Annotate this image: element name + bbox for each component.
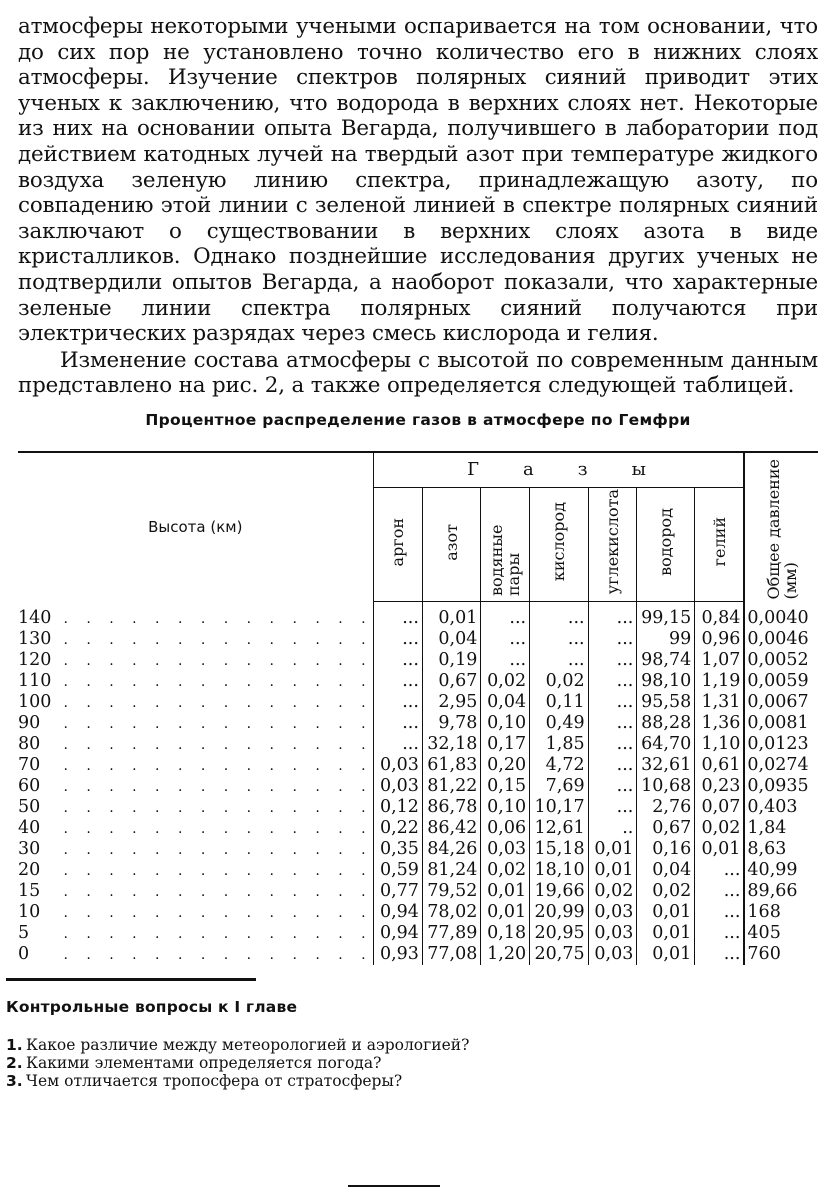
cell-co2: ... [588,755,637,776]
cell-he: 0,84 [695,602,745,629]
cell-o2: 0,11 [530,692,588,713]
table-row [18,944,818,965]
cell-ar: 0,93 [373,944,422,965]
cell-h2: 64,70 [637,734,695,755]
cell-height: 0 . . . . . . . . . . . . . . [18,943,373,964]
cell-p: 8,63 [744,839,818,860]
cell-h2: 2,76 [637,797,695,818]
table-row [18,860,818,881]
cell-n2: 78,02 [422,902,480,923]
cell-n2: 81,22 [422,776,480,797]
cell-o2: ... [530,650,588,671]
cell-h2o: 0,15 [481,776,530,797]
table-row [18,692,818,713]
cell-ar: ... [373,650,422,671]
cell-n2: 77,08 [422,944,480,965]
cell-ar: ... [373,713,422,734]
cell-co2: ... [588,650,637,671]
cell-he: 0,07 [695,797,745,818]
cell-h2o: 0,18 [481,923,530,944]
cell-h2o: 0,17 [481,734,530,755]
cell-h2: 0,67 [637,818,695,839]
cell-o2: 20,75 [530,944,588,965]
cell-co2: 0,02 [588,881,637,902]
cell-n2: 81,24 [422,860,480,881]
table-row [18,602,818,629]
cell-n2: 0,19 [422,650,480,671]
cell-o2: 19,66 [530,881,588,902]
cell-height: 130 . . . . . . . . . . . . . . [18,628,373,649]
cell-co2: ... [588,713,637,734]
table-row [18,755,818,776]
cell-p: 0,0274 [744,755,818,776]
cell-h2o: 0,10 [481,797,530,818]
gas-distribution-table [18,451,818,965]
cell-h2: 0,04 [637,860,695,881]
cell-ar: ... [373,692,422,713]
cell-co2: 0,01 [588,860,637,881]
cell-ar: 0,03 [373,776,422,797]
cell-he: 0,61 [695,755,745,776]
cell-ar: ... [373,671,422,692]
cell-height: 60 . . . . . . . . . . . . . . [18,775,373,796]
cell-ar: 0,94 [373,923,422,944]
cell-p: 0,0052 [744,650,818,671]
cell-n2: 9,78 [422,713,480,734]
cell-height: 120 . . . . . . . . . . . . . . [18,649,373,670]
cell-h2o: 0,10 [481,713,530,734]
cell-co2: ... [588,602,637,629]
cell-o2: 4,72 [530,755,588,776]
paragraph-1: атмосферы некоторыми учеными оспаривается на том основании, что до сих пор не установлено точно количество его в нижних слоях атмосферы. Изучение спектров полярных сияний приводит этих ученых к заключению, что водорода в верхних слоях нет. Некоторые из них на основании опыта Вегарда, получившего в лаборатории под действием катодных лучей на твердый азот при температуре жидкого воздуха зеленую линию спектра, принадлежащую азоту, по совпадению этой линии с зеленой линией в спектре полярных сияний заключают о существовании в верхних слоях азота в виде кристалликов. Однако позднейшие исследования других ученых не подтвердили опытов Вегарда, а наоборот показали, что характерные зеленые линии спектра полярных сияний получаются при электрических разрядах через смесь кислорода и гелия. [18,14,818,347]
questions-title: Контрольные вопросы к I главе [6,998,298,1016]
cell-height: 15 . . . . . . . . . . . . . . [18,880,373,901]
cell-h2o: 0,01 [481,881,530,902]
cell-ar: 0,35 [373,839,422,860]
cell-he: 0,96 [695,629,745,650]
cell-h2: 88,28 [637,713,695,734]
gases-group-header: Газы [373,452,744,488]
questions-list [6,1036,469,1090]
col-header-nitrogen: азот [422,488,480,602]
cell-o2: 10,17 [530,797,588,818]
table-row [18,650,818,671]
cell-h2: 32,61 [637,755,695,776]
table-row [18,902,818,923]
cell-he: 0,02 [695,818,745,839]
cell-height: 40 . . . . . . . . . . . . . . [18,817,373,838]
col-header-helium: гелий [695,488,745,602]
cell-o2: 0,49 [530,713,588,734]
cell-n2: 2,95 [422,692,480,713]
cell-ar: 0,12 [373,797,422,818]
section-divider [6,978,256,981]
cell-p: 0,0040 [744,602,818,629]
cell-ar: 0,22 [373,818,422,839]
cell-h2: 0,01 [637,923,695,944]
cell-o2: 18,10 [530,860,588,881]
cell-he: ... [695,944,745,965]
cell-h2o: 0,01 [481,902,530,923]
cell-height: 80 . . . . . . . . . . . . . . [18,733,373,754]
question-item: 1. Какое различие между метеорологией и аэрологией? [6,1036,470,1054]
cell-height: 140 . . . . . . . . . . . . . . [18,607,373,628]
cell-h2: 0,01 [637,902,695,923]
table-row [18,881,818,902]
cell-p: 0,0046 [744,629,818,650]
cell-h2: 99,15 [637,602,695,629]
cell-co2: ... [588,692,637,713]
cell-ar: ... [373,734,422,755]
cell-ar: ... [373,629,422,650]
cell-n2: 0,04 [422,629,480,650]
cell-co2: ... [588,776,637,797]
cell-o2: ... [530,629,588,650]
cell-height: 50 . . . . . . . . . . . . . . [18,796,373,817]
cell-h2: 98,10 [637,671,695,692]
cell-p: 760 [744,944,818,965]
cell-h2: 95,58 [637,692,695,713]
cell-p: 40,99 [744,860,818,881]
cell-ar: 0,03 [373,755,422,776]
cell-co2: 0,03 [588,923,637,944]
table-row [18,734,818,755]
cell-o2: 20,95 [530,923,588,944]
paragraph-2: Изменение состава атмосферы с высотой по современным данным представлено на рис. 2, а также определяется следующей таблицей. [18,347,818,399]
cell-ar: ... [373,602,422,629]
cell-height: 30 . . . . . . . . . . . . . . [18,838,373,859]
footer-rule [348,1185,440,1187]
cell-he: 0,01 [695,839,745,860]
cell-h2o: 1,20 [481,944,530,965]
cell-h2o: 0,20 [481,755,530,776]
cell-he: 1,10 [695,734,745,755]
table-row [18,839,818,860]
cell-p: 1,84 [744,818,818,839]
cell-n2: 0,01 [422,602,480,629]
cell-h2o: 0,06 [481,818,530,839]
cell-co2: ... [588,734,637,755]
cell-he: 1,36 [695,713,745,734]
cell-he: 1,07 [695,650,745,671]
cell-p: 89,66 [744,881,818,902]
table-row [18,818,818,839]
table-row [18,797,818,818]
cell-o2: 15,18 [530,839,588,860]
cell-o2: 20,99 [530,902,588,923]
cell-n2: 32,18 [422,734,480,755]
cell-h2o: ... [481,602,530,629]
table-row [18,713,818,734]
cell-p: 405 [744,923,818,944]
table-row [18,776,818,797]
cell-height: 90 . . . . . . . . . . . . . . [18,712,373,733]
cell-h2: 0,16 [637,839,695,860]
cell-height: 20 . . . . . . . . . . . . . . [18,859,373,880]
table-row [18,671,818,692]
cell-h2: 10,68 [637,776,695,797]
cell-p: 0,0081 [744,713,818,734]
cell-ar: 0,94 [373,902,422,923]
cell-o2: ... [530,602,588,629]
cell-n2: 0,67 [422,671,480,692]
cell-n2: 86,42 [422,818,480,839]
col-header-carbon-dioxide: углекислота [588,488,637,602]
cell-h2o: ... [481,629,530,650]
cell-p: 0,0935 [744,776,818,797]
cell-co2: 0,03 [588,944,637,965]
cell-height: 110 . . . . . . . . . . . . . . [18,670,373,691]
cell-he: ... [695,860,745,881]
cell-n2: 61,83 [422,755,480,776]
cell-n2: 79,52 [422,881,480,902]
cell-he: ... [695,902,745,923]
cell-p: 168 [744,902,818,923]
cell-height: 100 . . . . . . . . . . . . . . [18,691,373,712]
cell-h2o: 0,02 [481,860,530,881]
cell-o2: 7,69 [530,776,588,797]
cell-co2: ... [588,797,637,818]
cell-height: 70 . . . . . . . . . . . . . . [18,754,373,775]
cell-p: 0,0067 [744,692,818,713]
cell-n2: 84,26 [422,839,480,860]
cell-h2o: 0,03 [481,839,530,860]
cell-co2: 0,03 [588,902,637,923]
cell-o2: 12,61 [530,818,588,839]
cell-co2: 0,01 [588,839,637,860]
col-header-oxygen: кислород [530,488,588,602]
question-item: 3. Чем отличается тропосфера от стратосферы? [6,1072,403,1090]
cell-co2: ... [588,671,637,692]
col-header-argon: аргон [373,488,422,602]
cell-n2: 77,89 [422,923,480,944]
cell-ar: 0,77 [373,881,422,902]
cell-h2: 0,02 [637,881,695,902]
cell-p: 0,403 [744,797,818,818]
cell-h2: 99 [637,629,695,650]
cell-he: 1,31 [695,692,745,713]
cell-ar: 0,59 [373,860,422,881]
table-row [18,923,818,944]
cell-p: 0,0059 [744,671,818,692]
table-body [18,602,818,965]
col-header-hydrogen: водород [637,488,695,602]
cell-n2: 86,78 [422,797,480,818]
cell-h2: 98,74 [637,650,695,671]
table-row [18,629,818,650]
cell-he: 0,23 [695,776,745,797]
cell-h2o: 0,02 [481,671,530,692]
cell-co2: ... [588,629,637,650]
cell-o2: 1,85 [530,734,588,755]
cell-height: 10 . . . . . . . . . . . . . . [18,901,373,922]
cell-p: 0,0123 [744,734,818,755]
cell-h2o: ... [481,650,530,671]
table-caption: Процентное распределение газов в атмосфере по Гемфри [145,410,691,429]
cell-h2: 0,01 [637,944,695,965]
cell-he: ... [695,881,745,902]
cell-he: 1,19 [695,671,745,692]
col-header-water-vapor: водяные пары [481,488,530,602]
cell-height: 5 . . . . . . . . . . . . . . [18,922,373,943]
cell-he: ... [695,923,745,944]
page-content [18,14,818,964]
cell-h2o: 0,04 [481,692,530,713]
cell-co2: .. [588,818,637,839]
cell-o2: 0,02 [530,671,588,692]
height-header: Высота (км) [148,518,243,537]
pressure-header: Общее давление (мм) [744,452,818,602]
question-item: 2. Какими элементами определяется погода? [6,1054,382,1072]
